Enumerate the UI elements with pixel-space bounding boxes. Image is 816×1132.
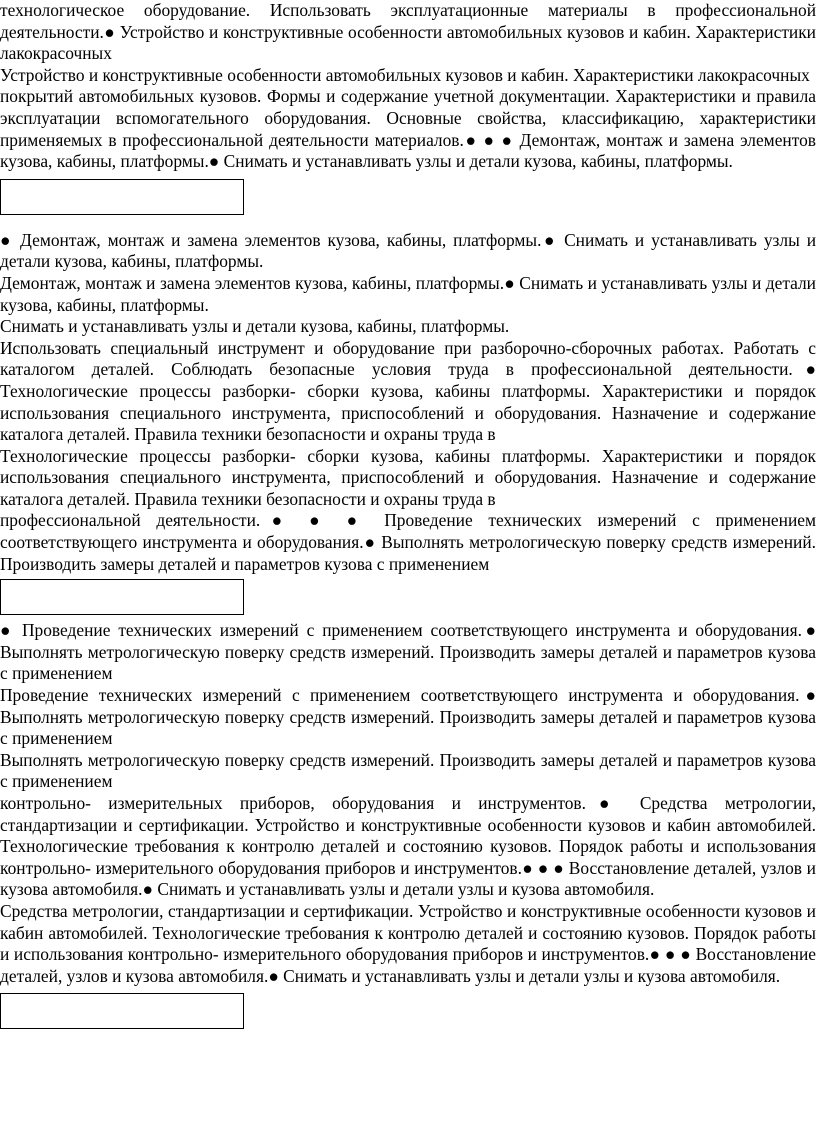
text-block-8: Технологические процессы разборки- сборки кузова, кабины платформы. Характеристики и порядок использования специального инструмента, приспособлений и оборудования. Назначение и содержание каталога деталей. Правила техники безопасности и охраны труда в bbox=[0, 445, 816, 509]
text-block-14: Средства метрологии, стандартизации и сертификации. Устройство и конструктивные особенности кузовов и кабин автомобилей. Технологические требования к контролю деталей и состоянию кузовов. Порядок работы и использования контрольно- измерительного оборудования приборов и инструментов.● ● ● Восстановление деталей, узлов и кузова автомобиля.● Снимать и устанавливать узлы и детали узлы и кузова автомобиля. bbox=[0, 900, 816, 986]
text-block-1: технологическое оборудование. Использовать эксплуатационные материалы в профессиональной деятельности.● Устройство и конструктивные особенности автомобильных кузовов и кабин. Характеристики лакокрасочных bbox=[0, 0, 816, 64]
text-block-4: ● Демонтаж, монтаж и замена элементов кузова, кабины, платформы.● Снимать и устанавливать узлы и детали кузова, кабины, платформы. bbox=[0, 229, 816, 272]
text-block-10: ● Проведение технических измерений с применением соответствующего инструмента и оборудования.● Выполнять метрологическую поверку средств измерений. Производить замеры деталей и параметров кузова с применением bbox=[0, 620, 816, 684]
empty-answer-box[interactable] bbox=[0, 579, 244, 615]
text-block-6: Снимать и устанавливать узлы и детали кузова, кабины, платформы. bbox=[0, 316, 510, 337]
text-block-11: Проведение технических измерений с применением соответствующего инструмента и оборудования.● Выполнять метрологическую поверку средств измерений. Производить замеры деталей и параметров кузова с применением bbox=[0, 685, 816, 749]
empty-answer-box[interactable] bbox=[0, 993, 244, 1029]
empty-answer-box[interactable] bbox=[0, 179, 244, 215]
text-block-13: контрольно- измерительных приборов, оборудования и инструментов.● Средства метрологии, стандартизации и сертификации. Устройство и конструктивные особенности кузовов и кабин автомобилей. Технологические требования к контролю деталей и состоянию кузовов. Порядок работы и использования контрольно- измерительного оборудования приборов и инструментов.● ● ● Восстановление деталей, узлов и кузова автомобиля.● Снимать и устанавливать узлы и детали узлы и кузова автомобиля. bbox=[0, 793, 816, 900]
text-block-12: Выполнять метрологическую поверку средств измерений. Производить замеры деталей и параметров кузова с применением bbox=[0, 749, 816, 792]
text-block-3: покрытий автомобильных кузовов. Формы и содержание учетной документации. Характеристики и правила эксплуатации вспомогательного оборудования. Основные свойства, классификацию, характеристики применяемых в профессиональной деятельности материалов.● ● ● Демонтаж, монтаж и замена элементов кузова, кабины, платформы.● Снимать и устанавливать узлы и детали кузова, кабины, платформы. bbox=[0, 86, 816, 172]
text-block-5: Демонтаж, монтаж и замена элементов кузова, кабины, платформы.● Снимать и устанавливать узлы и детали кузова, кабины, платформы. bbox=[0, 272, 816, 315]
text-block-2: Устройство и конструктивные особенности автомобильных кузовов и кабин. Характеристики лакокрасочных bbox=[0, 64, 810, 85]
text-block-9: профессиональной деятельности.● ● ● Проведение технических измерений с применением соответствующего инструмента и оборудования.● Выполнять метрологическую поверку средств измерений. Производить замеры деталей и параметров кузова с применением bbox=[0, 510, 816, 574]
text-block-7: Использовать специальный инструмент и оборудование при разборочно-сборочных работах. Работать с каталогом деталей. Соблюдать безопасные условия труда в профессиональной деятельности.● Технологические процессы разборки- сборки кузова, кабины платформы. Характеристики и порядок использования специального инструмента, приспособлений и оборудования. Назначение и содержание каталога деталей. Правила техники безопасности и охраны труда в bbox=[0, 337, 816, 445]
